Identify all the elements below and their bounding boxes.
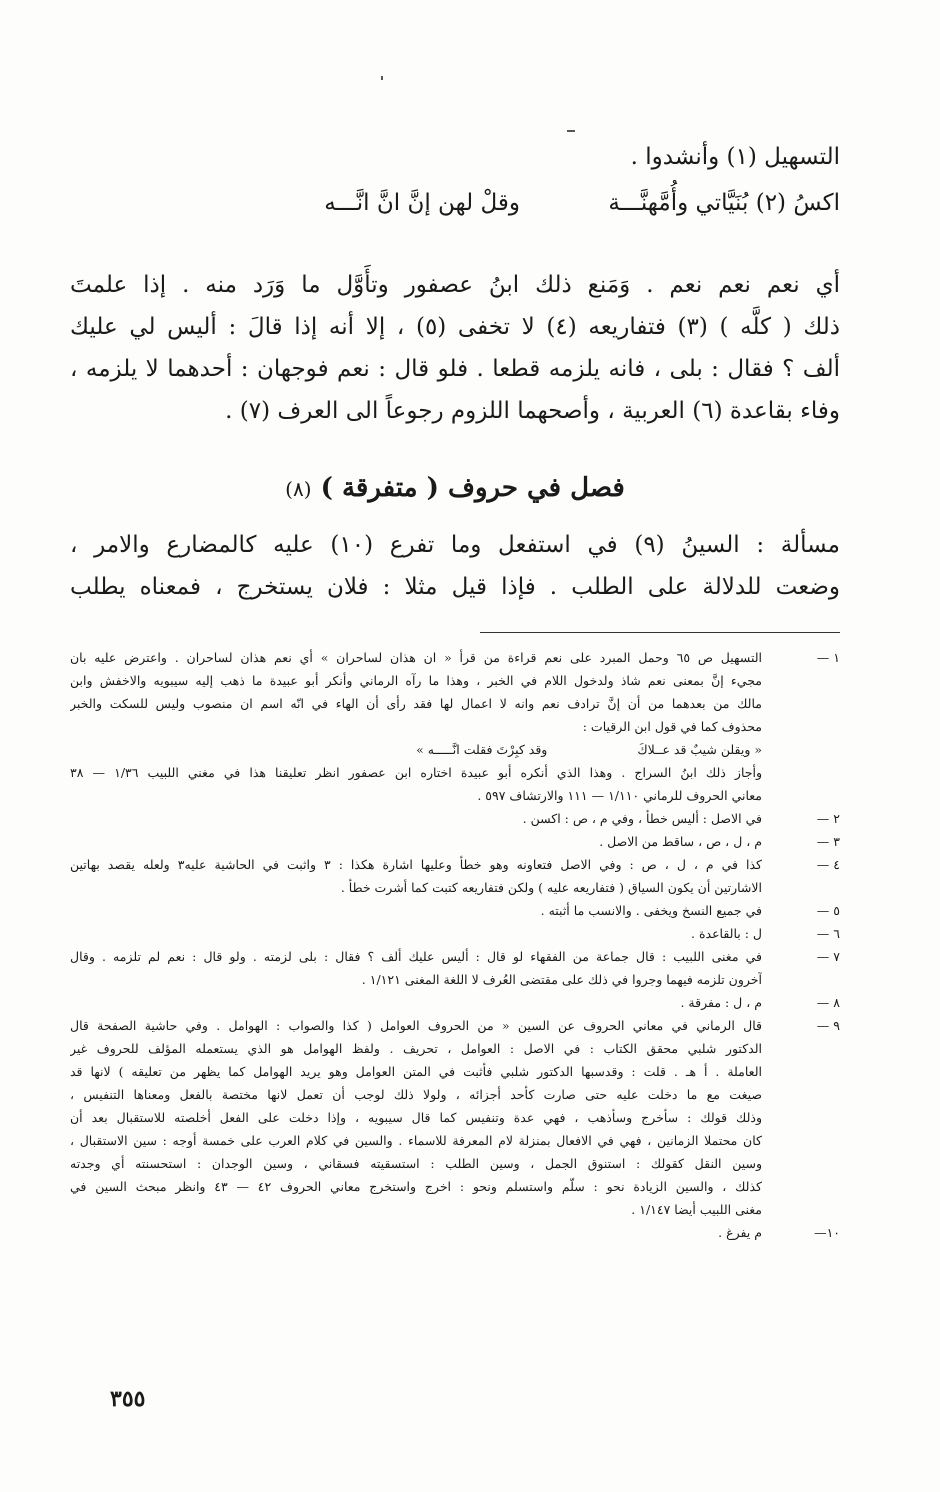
text-line: ألف ؟ فقال : بلى ، فانه يلزمه قطعا . فلو قال : نعم فوجهان : أحدهما لا يلزمه ،: [70, 356, 840, 382]
footnote-line: م ، ل : مفرقة .: [680, 995, 762, 1010]
footnote-line: كان محتملا الزمانين ، فهي في الافعال بمنزلة لام المعرفة للاسماء . والسين في كلام العرب على خمسة أوجه : سين الاستقبال ،: [70, 1133, 762, 1148]
footnote-line: كذلك ، والسين الزيادة نحو : سلّم واستسلم ونحو : اخرج واستخرج معاني الحروف ٤٢ — ٤٣ وانظر مبحث السين في: [70, 1179, 762, 1194]
footnote: [70, 899, 840, 922]
footnote-line: مالك من بعدهما من أن إنَّ ترادف نعم وانه لا اعمال لها فقد رأى أن الهاء في انّه اسم ان منصوب وليس للسكت والخبر: [70, 696, 762, 711]
footnote-line: م يفرغ .: [718, 1225, 762, 1240]
footnote-line: م ، ل ، ص ، ساقط من الاصل .: [599, 834, 762, 849]
footnote-separator: [480, 632, 840, 633]
section-heading: [70, 468, 840, 509]
footnote-line: كذا في م ، ل ، ص : وفي الاصل فتعاونه وهو خطأ وعليها اشارة هكذا : ٣ واثبت في الحاشية عليه٣ ولعله يقصد بهاتين: [70, 857, 762, 872]
footnote-number: ٦ —: [816, 926, 840, 941]
footnote-line: آخرون تلزمه فيهما وجروا في ذلك على مقتضى العُرف لا اللغة المغنى ١/١٢١ .: [361, 972, 762, 987]
verse-hemistich: اكسُ (٢) بُنَيَّاتي وأُمَّهنَّـــة: [608, 190, 840, 216]
section-heading-text: فصل في حروف ( متفرقة ): [320, 473, 625, 503]
footnote-line: ل : بالقاعدة .: [691, 926, 762, 941]
footnote-ref: (٨): [285, 477, 312, 501]
footnote-line: مغنى اللبيب أيضا ١/١٤٧ .: [631, 1202, 762, 1217]
footnote-number: ١ —: [816, 650, 840, 665]
page-number: ٣٥٥: [110, 1386, 146, 1412]
footnote: [70, 922, 840, 945]
text-line: ذلك ( كلَّه ) (٣) فتفاريعه (٤) لا تخفى (٥) ، إلا أنه إذا قالَ : أليس لي عليك: [70, 314, 840, 340]
footnote-number: ٨ —: [816, 995, 840, 1010]
footnote: [70, 830, 840, 853]
paragraph: [70, 264, 840, 432]
footnote-line: معاني الحروف للرماني ١/١١٠ — ١١١ والارتشاف ٥٩٧ .: [477, 788, 762, 803]
footnote-line: في جميع النسخ ويخفى . والانسب ما أثبته .: [540, 903, 762, 918]
text-line: وفاء بقاعدة (٦) العربية ، وأصحهما اللزوم رجوعاً الى العرف (٧) .: [225, 398, 840, 424]
footnote-number: ٤ —: [816, 857, 840, 872]
verse-hemistich: وقلْ لهن إنَّ انَّ انَّـــه: [324, 190, 520, 216]
footnote: [70, 1221, 840, 1244]
footnote-number: ٩ —: [816, 1018, 840, 1033]
footnote: [70, 853, 840, 899]
verse: [150, 190, 840, 234]
footnote-number: ٥ —: [816, 903, 840, 918]
footnote: [70, 646, 840, 807]
footnote-line: العاملة . أ هـ . قلت : وقدسبها الدكتور شلبي فأثبت في المتن العوامل وهو يريد الهوامل كما يظهر من تعليقه ) لانها قد: [70, 1064, 762, 1079]
footnote-line: صيغت مع ما دخلت عليه حتى صارت كأحد أجزائه ، ولولا ذلك لوجب أن تعمل لانها مختصة بالفعل ومعناها التنفيس ،: [70, 1087, 762, 1102]
footnote-line: الاشارتين أن يكون السياق ( فتفاريعه عليه ) ولكن فتفاريعه كتبت كما أشرت خطأ .: [340, 880, 762, 895]
ink-speck: [381, 76, 383, 80]
footnote-line: التسهيل ص ٦٥ وحمل المبرد على نعم قراءة من قرأ « ان هذان لساحران » أي نعم هذان لساحران . واعترض عليه بان: [70, 650, 762, 665]
footnote-line: وسين النقل كقولك : استنوق الجمل ، وسين الطلب : استسقيته فسقاني ، وسين الوجدان : استحسنته أي وجدته: [70, 1156, 762, 1171]
verse-hemistich: « ويقلن شيبٌ قد عــلاكَ: [637, 742, 762, 757]
footnote-number: ١٠—: [814, 1225, 840, 1240]
footnote-line: قال الرماني في معاني الحروف عن السين « من الحروف العوامل ( كذا والصواب : الهوامل . وفي حاشية الصفحة قال: [70, 1018, 762, 1033]
footnote: [70, 807, 840, 830]
footnote-number: ٣ —: [816, 834, 840, 849]
footnote: [70, 945, 840, 991]
footnote-line: في الاصل : أليس خطأ ، وفي م ، ص : اكسن .: [522, 811, 762, 826]
ink-speck: [567, 130, 575, 132]
text-line: أي نعم نعم نعم . وَمَنع ذلك ابنُ عصفور وتأَوَّل ما وَرَد منه . إذا علمتَ: [70, 272, 840, 298]
footnote-line: وأجاز ذلك ابنُ السراج . وهذا الذي أنكره أبو عبيدة اختاره ابن عصفور انظر تعليقنا هذا في مغني اللبيب ١/٣٦ — ٣٨: [70, 765, 762, 780]
footnote-number: ٧ —: [816, 949, 840, 964]
paragraph: [70, 524, 840, 608]
verse-hemistich: وقد كبِرْتَ فقلت انَّـــــه »: [416, 742, 548, 757]
footnote: [70, 1014, 840, 1221]
footnote-line: الدكتور شلبي محقق الكتاب : في الاصل : العوامل ، تحريف . ولفظ الهوامل هو الذي يستعمله المؤلف للحروف غير: [70, 1041, 762, 1056]
footnote-number: ٢ —: [816, 811, 840, 826]
text-line: مسألة : السينُ (٩) في استفعل وما تفرع (١٠) عليه كالمضارع والامر ،: [70, 532, 840, 558]
footnote-line: وذلك قولك : سأخرج وسأذهب ، فهي عدة وتنفيس كما قال سيبويه ، وإذا دخلت على الفعل أخلصته للاستقبال بعد أن: [70, 1110, 762, 1125]
footnote-verse: [70, 738, 762, 761]
footnote: [70, 991, 840, 1014]
text-line: التسهيل (١) وأنشدوا .: [630, 144, 840, 170]
footnotes: [70, 646, 840, 1244]
footnote-line: محذوف كما في قول ابن الرقيات :: [582, 719, 762, 734]
text-line: وضعت للدلالة على الطلب . فإذا قيل مثلا : فلان يستخرج ، فمعناه يطلب: [70, 574, 840, 600]
footnote-line: في مغنى اللبيب : قال جماعة من الفقهاء لو قال : أليس عليك ألف ؟ فقال : بلى لزمته . ولو قال : نعم لم تلزمه . وقال: [70, 949, 762, 964]
footnote-line: مجيء إنَّ بمعنى نعم شاذ ولدخول اللام في الخبر ، وهذا ما رآه الرماني وأنكر أبو عبيدة ما ذهب إليه سيبويه والاخفش وابن: [70, 673, 762, 688]
